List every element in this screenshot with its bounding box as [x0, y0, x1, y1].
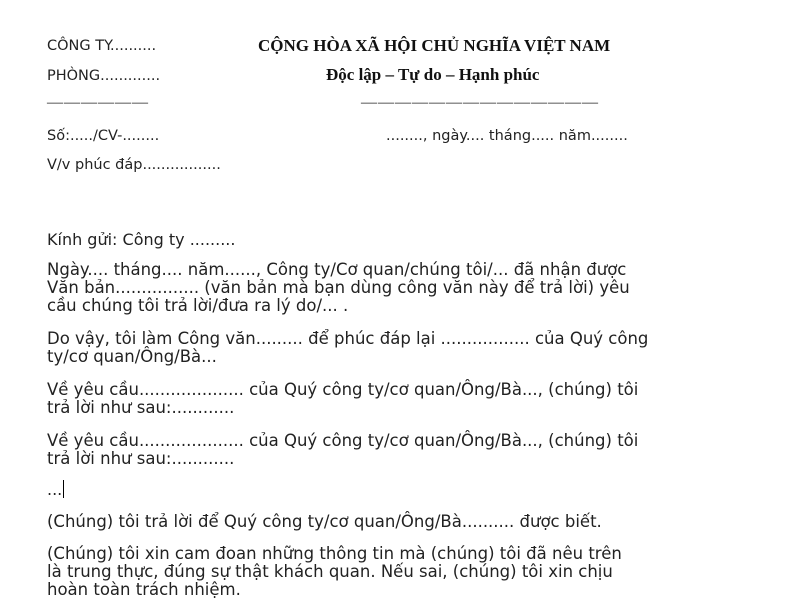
paragraph-line: trả lời như sau:............ [47, 398, 235, 417]
paragraph-line: Văn bản................ (văn bản mà bạn dùng công văn này để trả lời) yêu [47, 278, 630, 297]
paragraph-request-answer [47, 381, 767, 417]
paragraph-line: cầu chúng tôi trả lời/đưa ra lý do/... . [47, 296, 349, 315]
department-line: PHÒNG............. [47, 68, 161, 84]
paragraph-line: Do vậy, tôi làm Công văn......... để phúc đáp lại ................. của Quý công [47, 329, 649, 348]
text-cursor [63, 480, 64, 498]
paragraph-line: là trung thực, đúng sự thật khách quan. Nếu sai, (chúng) tôi xin chịu [47, 562, 613, 581]
company-line: CÔNG TY.......... [47, 38, 157, 54]
paragraph-line: hoàn toàn trách nhiệm. [47, 580, 241, 599]
ellipsis-line[interactable] [47, 480, 64, 498]
paragraph-receipt [47, 261, 767, 315]
paragraph-line: trả lời như sau:............ [47, 449, 235, 468]
paragraph-line: ty/cơ quan/Ông/Bà... [47, 347, 217, 366]
paragraph-line: Ngày.... tháng.... năm......, Công ty/Cơ quan/chúng tôi/... đã nhận được [47, 260, 627, 279]
paragraph-line: Về yêu cầu.................... của Quý công ty/cơ quan/Ông/Bà..., (chúng) tôi [47, 431, 639, 450]
national-motto: Độc lập – Tự do – Hạnh phúc [326, 65, 540, 84]
place-date-line: ........, ngày.... tháng..... năm........ [386, 128, 628, 144]
national-title: CỘNG HÒA XÃ HỘI CHỦ NGHĨA VIỆT NAM [258, 36, 611, 55]
recipient-line: Kính gửi: Công ty ......... [47, 230, 236, 249]
subject-line: V/v phúc đáp................. [47, 157, 221, 173]
paragraph-request-answer [47, 432, 767, 468]
paragraph-closing-notice [47, 513, 767, 531]
paragraph-line: Về yêu cầu.................... của Quý công ty/cơ quan/Ông/Bà..., (chúng) tôi [47, 380, 639, 399]
left-divider: —————— [47, 94, 149, 111]
ellipsis-text: ... [47, 480, 63, 499]
right-divider: —————————————— [361, 94, 599, 111]
paragraph-response-intro [47, 330, 767, 366]
paragraph-line: (Chúng) tôi xin cam đoan những thông tin mà (chúng) tôi đã nêu trên [47, 544, 622, 563]
document-number: Số:...../CV-........ [47, 128, 160, 144]
paragraph-line: (Chúng) tôi trả lời để Quý công ty/cơ quan/Ông/Bà.......... được biết. [47, 512, 602, 531]
paragraph-commitment [47, 545, 767, 599]
